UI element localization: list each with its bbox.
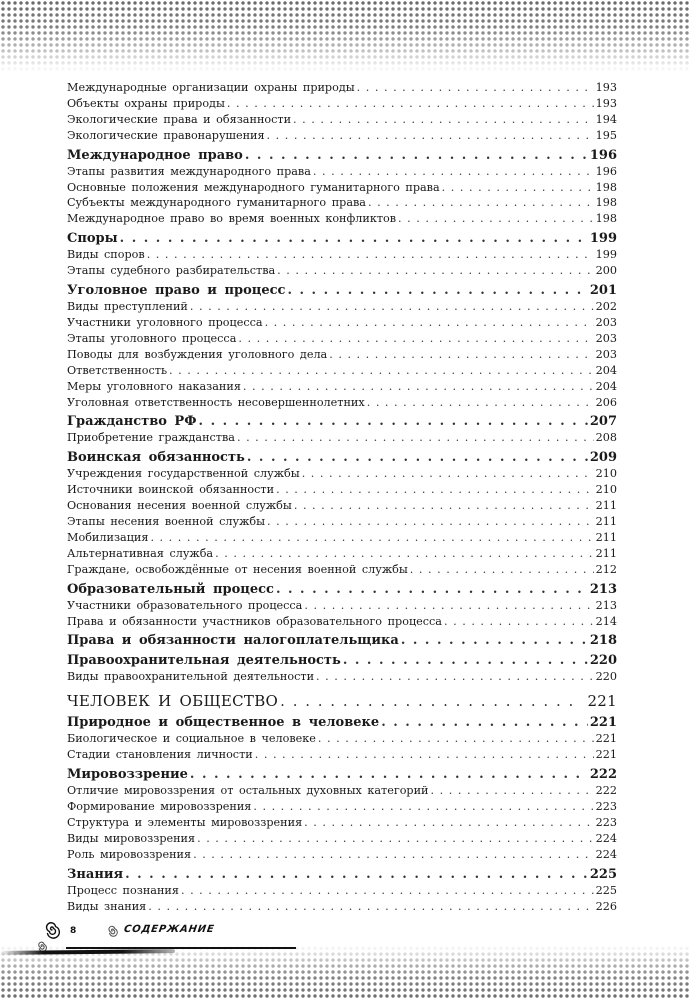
dot-leader	[237, 430, 594, 446]
dot-leader	[398, 211, 594, 227]
toc-subsection[interactable]	[67, 128, 617, 144]
toc-entry-title: Воинская обязанность	[67, 450, 245, 466]
toc-subsection[interactable]	[67, 669, 617, 685]
toc-entry-page-number: 196	[595, 164, 617, 178]
toc-subsection[interactable]	[67, 799, 617, 815]
dot-leader	[444, 614, 594, 630]
toc-entry-title: Экологические права и обязанности	[67, 112, 292, 126]
toc-entry-page-number: 203	[595, 347, 617, 361]
dot-leader	[367, 395, 594, 411]
toc-entry-title: Учреждения государственной службы	[67, 467, 300, 481]
toc-entry-page-number: 207	[589, 414, 617, 430]
toc-entry-title: Альтернативная служба	[67, 546, 214, 560]
toc-entry-title: Граждане, освобождённые от несения военной службы	[67, 562, 408, 576]
toc-entry-page-number: 193	[595, 81, 617, 94]
dot-leader	[147, 247, 594, 263]
toc-section[interactable]	[67, 653, 617, 669]
spiral-icon	[106, 925, 119, 937]
toc-subsection[interactable]	[67, 498, 617, 514]
toc-entry-page-number: 211	[595, 530, 617, 544]
toc-section[interactable]	[67, 767, 617, 783]
toc-subsection[interactable]	[67, 546, 617, 562]
toc-entry-title: Этапы судебного разбирательства	[67, 264, 276, 278]
toc-entry-page-number: 199	[589, 231, 617, 247]
toc-entry-page-number: 212	[595, 562, 617, 576]
toc-entry-title: Этапы уголовного процесса	[67, 331, 237, 345]
toc-entry-title: Гражданство РФ	[67, 414, 197, 430]
dot-leader	[181, 883, 594, 899]
toc-entry-title: Виды преступлений	[67, 300, 188, 314]
dot-leader	[150, 530, 593, 546]
toc-subsection[interactable]	[67, 614, 617, 630]
toc-subsection[interactable]	[67, 731, 617, 747]
toc-subsection[interactable]	[67, 379, 617, 395]
dot-leader	[245, 148, 588, 164]
dot-leader	[318, 731, 594, 747]
dot-leader	[265, 315, 594, 331]
toc-part[interactable]	[67, 691, 617, 711]
dot-leader	[431, 783, 594, 799]
toc-subsection[interactable]	[67, 195, 617, 211]
dot-leader	[267, 128, 594, 144]
dot-leader	[368, 195, 594, 211]
toc-entry-title: Основные положения международного гуманитарного права	[67, 180, 440, 194]
toc-entry-title: Права и обязанности участников образовательного процесса	[67, 614, 442, 628]
toc-entry-title: Роль мировоззрения	[67, 847, 192, 861]
dot-leader	[302, 466, 594, 482]
dot-leader	[442, 180, 594, 196]
toc-entry-title: Международное право	[67, 147, 243, 163]
toc-section[interactable]	[67, 148, 617, 164]
toc-entry-title: Источники воинской обязанности	[67, 483, 275, 497]
toc-entry-page-number: 204	[595, 363, 617, 377]
dot-leader	[197, 831, 594, 847]
toc-subsection[interactable]	[67, 430, 617, 446]
toc-subsection[interactable]	[67, 96, 617, 112]
toc-subsection[interactable]	[67, 847, 617, 863]
toc-entry-page-number: 198	[595, 212, 617, 226]
dot-leader	[255, 747, 594, 763]
toc-entry-page-number: 223	[595, 816, 617, 829]
dot-leader	[243, 379, 594, 395]
toc-entry-page-number: 211	[595, 499, 617, 513]
dot-leader	[276, 582, 588, 598]
toc-entry-page-number: 193	[595, 96, 617, 110]
toc-subsection[interactable]	[67, 247, 617, 263]
toc-entry-page-number: 213	[589, 581, 617, 597]
toc-entry-title: Споры	[67, 231, 118, 247]
toc-entry-title: Экологические правонарушения	[67, 128, 265, 142]
toc-section[interactable]	[67, 414, 617, 430]
toc-subsection[interactable]	[67, 299, 617, 315]
toc-entry-title: Участники уголовного процесса	[67, 315, 263, 329]
toc-entry-page-number: 211	[595, 515, 617, 529]
toc-entry-page-number: 198	[595, 180, 617, 194]
toc-entry-page-number: 208	[595, 431, 617, 445]
toc-entry-page-number: 222	[595, 784, 617, 798]
toc-entry-page-number: 202	[595, 300, 617, 314]
toc-subsection[interactable]	[67, 466, 617, 482]
dot-leader	[276, 482, 594, 498]
dot-leader	[410, 562, 594, 578]
toc-entry-page-number: 221	[589, 715, 617, 731]
toc-entry-page-number: 203	[595, 315, 617, 329]
toc-entry-page-number: 209	[589, 450, 617, 466]
dot-leader	[381, 715, 588, 731]
footer-rule	[66, 947, 296, 949]
dot-leader	[169, 363, 594, 379]
toc-entry-title: Структура и элементы мировоззрения	[67, 816, 303, 829]
toc-section[interactable]	[67, 715, 617, 731]
toc-section[interactable]	[67, 867, 617, 883]
toc-entry-title: Биологическое и социальное в человеке	[67, 732, 316, 746]
dot-leader	[329, 347, 593, 363]
toc-subsection[interactable]	[67, 315, 617, 331]
dot-leader	[247, 450, 588, 466]
dot-leader	[227, 96, 594, 112]
dot-leader	[316, 669, 594, 685]
dot-leader	[277, 263, 593, 279]
dot-leader	[401, 633, 588, 649]
toc-entry-title: Правоохранительная деятельность	[67, 653, 341, 669]
dot-leader	[267, 514, 594, 530]
toc-entry-title: Участники образовательного процесса	[67, 598, 303, 612]
dot-leader	[125, 867, 588, 883]
toc-entry-page-number: 225	[589, 866, 617, 882]
table-of-contents	[67, 80, 617, 915]
dot-leader	[190, 299, 594, 315]
dot-leader	[357, 80, 594, 96]
toc-entry-page-number: 220	[589, 653, 617, 669]
dot-leader	[148, 899, 593, 915]
toc-subsection[interactable]	[67, 883, 617, 899]
toc-subsection[interactable]	[67, 747, 617, 763]
page-number: 8	[70, 926, 77, 936]
toc-entry-page-number: 223	[595, 800, 617, 814]
toc-section[interactable]	[67, 582, 617, 598]
toc-entry-page-number: 203	[595, 331, 617, 345]
toc-section[interactable]	[67, 283, 617, 299]
toc-subsection[interactable]	[67, 80, 617, 96]
toc-entry-title: Международное право во время военных конфликтов	[67, 212, 397, 226]
toc-entry-page-number: 224	[595, 831, 617, 845]
toc-entry-page-number: 221	[595, 748, 617, 762]
toc-entry-title: Виды правоохранительной деятельности	[67, 670, 315, 684]
toc-entry-title: Меры уголовного наказания	[67, 379, 241, 393]
toc-entry-page-number: 198	[595, 196, 617, 210]
toc-entry-page-number: 214	[595, 614, 617, 628]
toc-entry-title: Этапы развития международного права	[67, 164, 311, 178]
toc-entry-page-number: 196	[589, 147, 617, 163]
toc-entry-title: Мировоззрение	[67, 767, 188, 783]
toc-entry-title: Виды мировоззрения	[67, 831, 196, 845]
dot-leader	[287, 283, 587, 299]
toc-subsection[interactable]	[67, 211, 617, 227]
toc-entry-title: Этапы несения военной службы	[67, 515, 266, 529]
toc-entry-page-number: 210	[595, 483, 617, 497]
toc-entry-page-number: 224	[595, 847, 617, 861]
toc-entry-title: Виды знания	[67, 899, 147, 913]
toc-entry-page-number: 199	[595, 248, 617, 262]
toc-subsection[interactable]	[67, 482, 617, 498]
halftone-decoration-top	[0, 0, 689, 72]
toc-subsection[interactable]	[67, 363, 617, 379]
dot-leader	[120, 231, 588, 247]
toc-subsection[interactable]	[67, 562, 617, 578]
toc-entry-title: Приобретение гражданства	[67, 431, 235, 445]
dot-leader	[294, 498, 594, 514]
spiral-icon	[42, 921, 62, 939]
toc-entry-title: Природное и общественное в человеке	[67, 715, 380, 731]
toc-subsection[interactable]	[67, 395, 617, 411]
toc-entry-page-number: 195	[595, 128, 617, 142]
toc-entry-title: Знания	[67, 866, 124, 882]
toc-entry-page-number: 211	[595, 546, 617, 560]
toc-subsection[interactable]	[67, 899, 617, 915]
toc-entry-page-number: 201	[589, 283, 617, 299]
dot-leader	[199, 414, 588, 430]
toc-subsection[interactable]	[67, 514, 617, 530]
toc-entry-page-number: 206	[595, 395, 617, 409]
toc-entry-page-number: 200	[595, 264, 617, 278]
toc-entry-page-number: 220	[595, 670, 617, 684]
toc-entry-title: Процесс познания	[67, 883, 179, 897]
dot-leader	[313, 164, 594, 180]
toc-entry-page-number: 204	[595, 379, 617, 393]
dot-leader	[215, 546, 594, 562]
toc-subsection[interactable]	[67, 263, 617, 279]
toc-entry-title: Виды споров	[67, 248, 145, 262]
toc-subsection[interactable]	[67, 164, 617, 180]
toc-subsection[interactable]	[67, 347, 617, 363]
toc-entry-page-number: 221	[595, 732, 617, 746]
toc-entry-page-number: 213	[595, 598, 617, 612]
toc-subsection[interactable]	[67, 598, 617, 614]
toc-entry-title: Ответственность	[67, 363, 168, 377]
toc-subsection[interactable]	[67, 331, 617, 347]
dot-leader	[293, 112, 594, 128]
toc-entry-title: Уголовная ответственность несовершеннолетних	[67, 395, 365, 409]
toc-section[interactable]	[67, 633, 617, 649]
toc-entry-title: Отличие мировоззрения от остальных духовных категорий	[67, 784, 429, 798]
toc-entry-page-number: 210	[595, 467, 617, 481]
toc-entry-page-number: 225	[595, 883, 617, 897]
toc-subsection[interactable]	[67, 530, 617, 546]
toc-entry-title: Мобилизация	[67, 530, 149, 544]
toc-entry-page-number: 194	[595, 112, 617, 126]
toc-entry-page-number: 221	[587, 692, 617, 711]
toc-entry-title: Образовательный процесс	[67, 581, 274, 597]
dot-leader	[190, 767, 588, 783]
toc-entry-page-number: 222	[589, 767, 617, 783]
running-head: СОДЕРЖАНИЕ	[123, 924, 216, 935]
toc-entry-title: ЧЕЛОВЕК И ОБЩЕСТВО	[67, 692, 279, 711]
toc-section[interactable]	[67, 450, 617, 466]
toc-entry-title: Стадии становления личности	[67, 748, 253, 762]
toc-subsection[interactable]	[67, 831, 617, 847]
toc-subsection[interactable]	[67, 815, 617, 831]
toc-subsection[interactable]	[67, 783, 617, 799]
toc-entry-title: Субъекты международного гуманитарного права	[67, 196, 366, 210]
toc-entry-title: Основания несения военной службы	[67, 499, 292, 513]
toc-entry-page-number: 218	[589, 633, 617, 649]
toc-entry-title: Объекты охраны природы	[67, 96, 225, 110]
toc-entry-title: Международные организации охраны природы	[67, 81, 355, 94]
dot-leader	[193, 847, 594, 863]
toc-entry-title: Права и обязанности налогоплательщика	[67, 633, 399, 649]
toc-entry-title: Формирование мировоззрения	[67, 800, 252, 814]
toc-subsection[interactable]	[67, 112, 617, 128]
toc-entry-title: Поводы для возбуждения уголовного дела	[67, 347, 328, 361]
dot-leader	[238, 331, 593, 347]
dot-leader	[343, 653, 588, 669]
dot-leader	[253, 799, 593, 815]
toc-subsection[interactable]	[67, 180, 617, 196]
dot-leader	[280, 691, 579, 711]
dot-leader	[304, 598, 593, 614]
dot-leader	[304, 815, 594, 831]
toc-entry-title: Уголовное право и процесс	[67, 283, 286, 299]
toc-section[interactable]	[67, 231, 617, 247]
toc-entry-page-number: 226	[595, 899, 617, 913]
